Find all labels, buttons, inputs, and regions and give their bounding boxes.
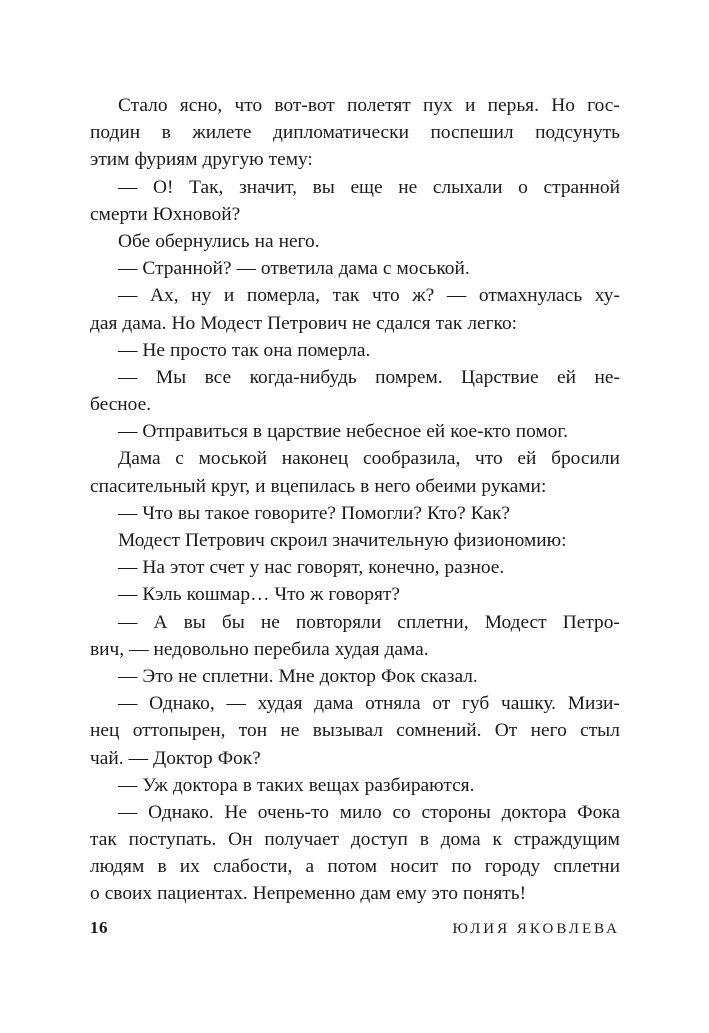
text-line: чай. — Доктор Фок? — [90, 747, 261, 769]
text-line: — Однако, — худая дама отняла от губ чашку. Мизи- — [118, 693, 620, 715]
text-line: бесное. — [90, 394, 152, 416]
text-line: — Это не сплетни. Мне доктор Фок сказал. — [118, 665, 478, 687]
text-line: дая дама. Но Модест Петрович не сдался так легко: — [90, 312, 518, 334]
page-footer — [90, 918, 620, 938]
text-line: — Что вы такое говорите? Помогли? Кто? Как? — [118, 502, 511, 524]
text-line: спасительный круг, и вцепилась в него обеими руками: — [90, 475, 547, 497]
text-line: так поступать. Он получает доступ в дома к страждущим — [90, 829, 620, 851]
text-line: — О! Так, значит, вы еще не слыхали о странной — [118, 176, 620, 198]
text-line: — Ах, ну и померла, так что ж? — отмахнулась ху- — [118, 285, 620, 307]
body-text — [90, 92, 620, 908]
running-header-author: ЮЛИЯ ЯКОВЛЕВА — [452, 921, 620, 937]
text-line: Обе обернулись на него. — [118, 230, 320, 252]
text-line: смерти Юхновой? — [90, 203, 241, 225]
text-line: — Кэль кошмар… Что ж говорят? — [118, 584, 400, 606]
text-line: подин в жилете дипломатически поспешил подсунуть — [90, 122, 620, 144]
page-number: 16 — [90, 918, 108, 937]
text-line: — Однако. Не очень-то мило со стороны доктора Фока — [118, 801, 620, 823]
text-line: — Странной? — ответила дама с моськой. — [118, 258, 470, 280]
text-line: Модест Петрович скроил значительную физиономию: — [118, 530, 567, 551]
text-line: — Уж доктора в таких вещах разбираются. — [118, 774, 475, 796]
text-line: этим фуриям другую тему: — [90, 149, 313, 171]
text-line: людям в их слабости, а потом носит по городу сплетни — [90, 856, 620, 878]
text-line: о своих пациентах. Непременно дам ему это понять! — [90, 883, 527, 905]
text-line: — Отправиться в царствие небесное ей кое-кто помог. — [118, 421, 568, 443]
text-line: вич, — недовольно перебила худая дама. — [90, 638, 429, 660]
text-line: — На этот счет у нас говорят, конечно, разное. — [118, 557, 505, 579]
text-line: — А вы бы не повторяли сплетни, Модест Петро- — [118, 611, 620, 633]
text-line: Стало ясно, что вот-вот полетят пух и перья. Но гос- — [118, 95, 620, 116]
text-line: — Мы все когда-нибудь помрем. Царствие ей не- — [118, 366, 620, 388]
text-line: — Не просто так она померла. — [118, 339, 371, 361]
text-line: Дама с моськой наконец сообразила, что ей бросили — [118, 448, 620, 470]
text-line: нец оттопырен, тон не вызывал сомнений. От него стыл — [90, 720, 620, 742]
